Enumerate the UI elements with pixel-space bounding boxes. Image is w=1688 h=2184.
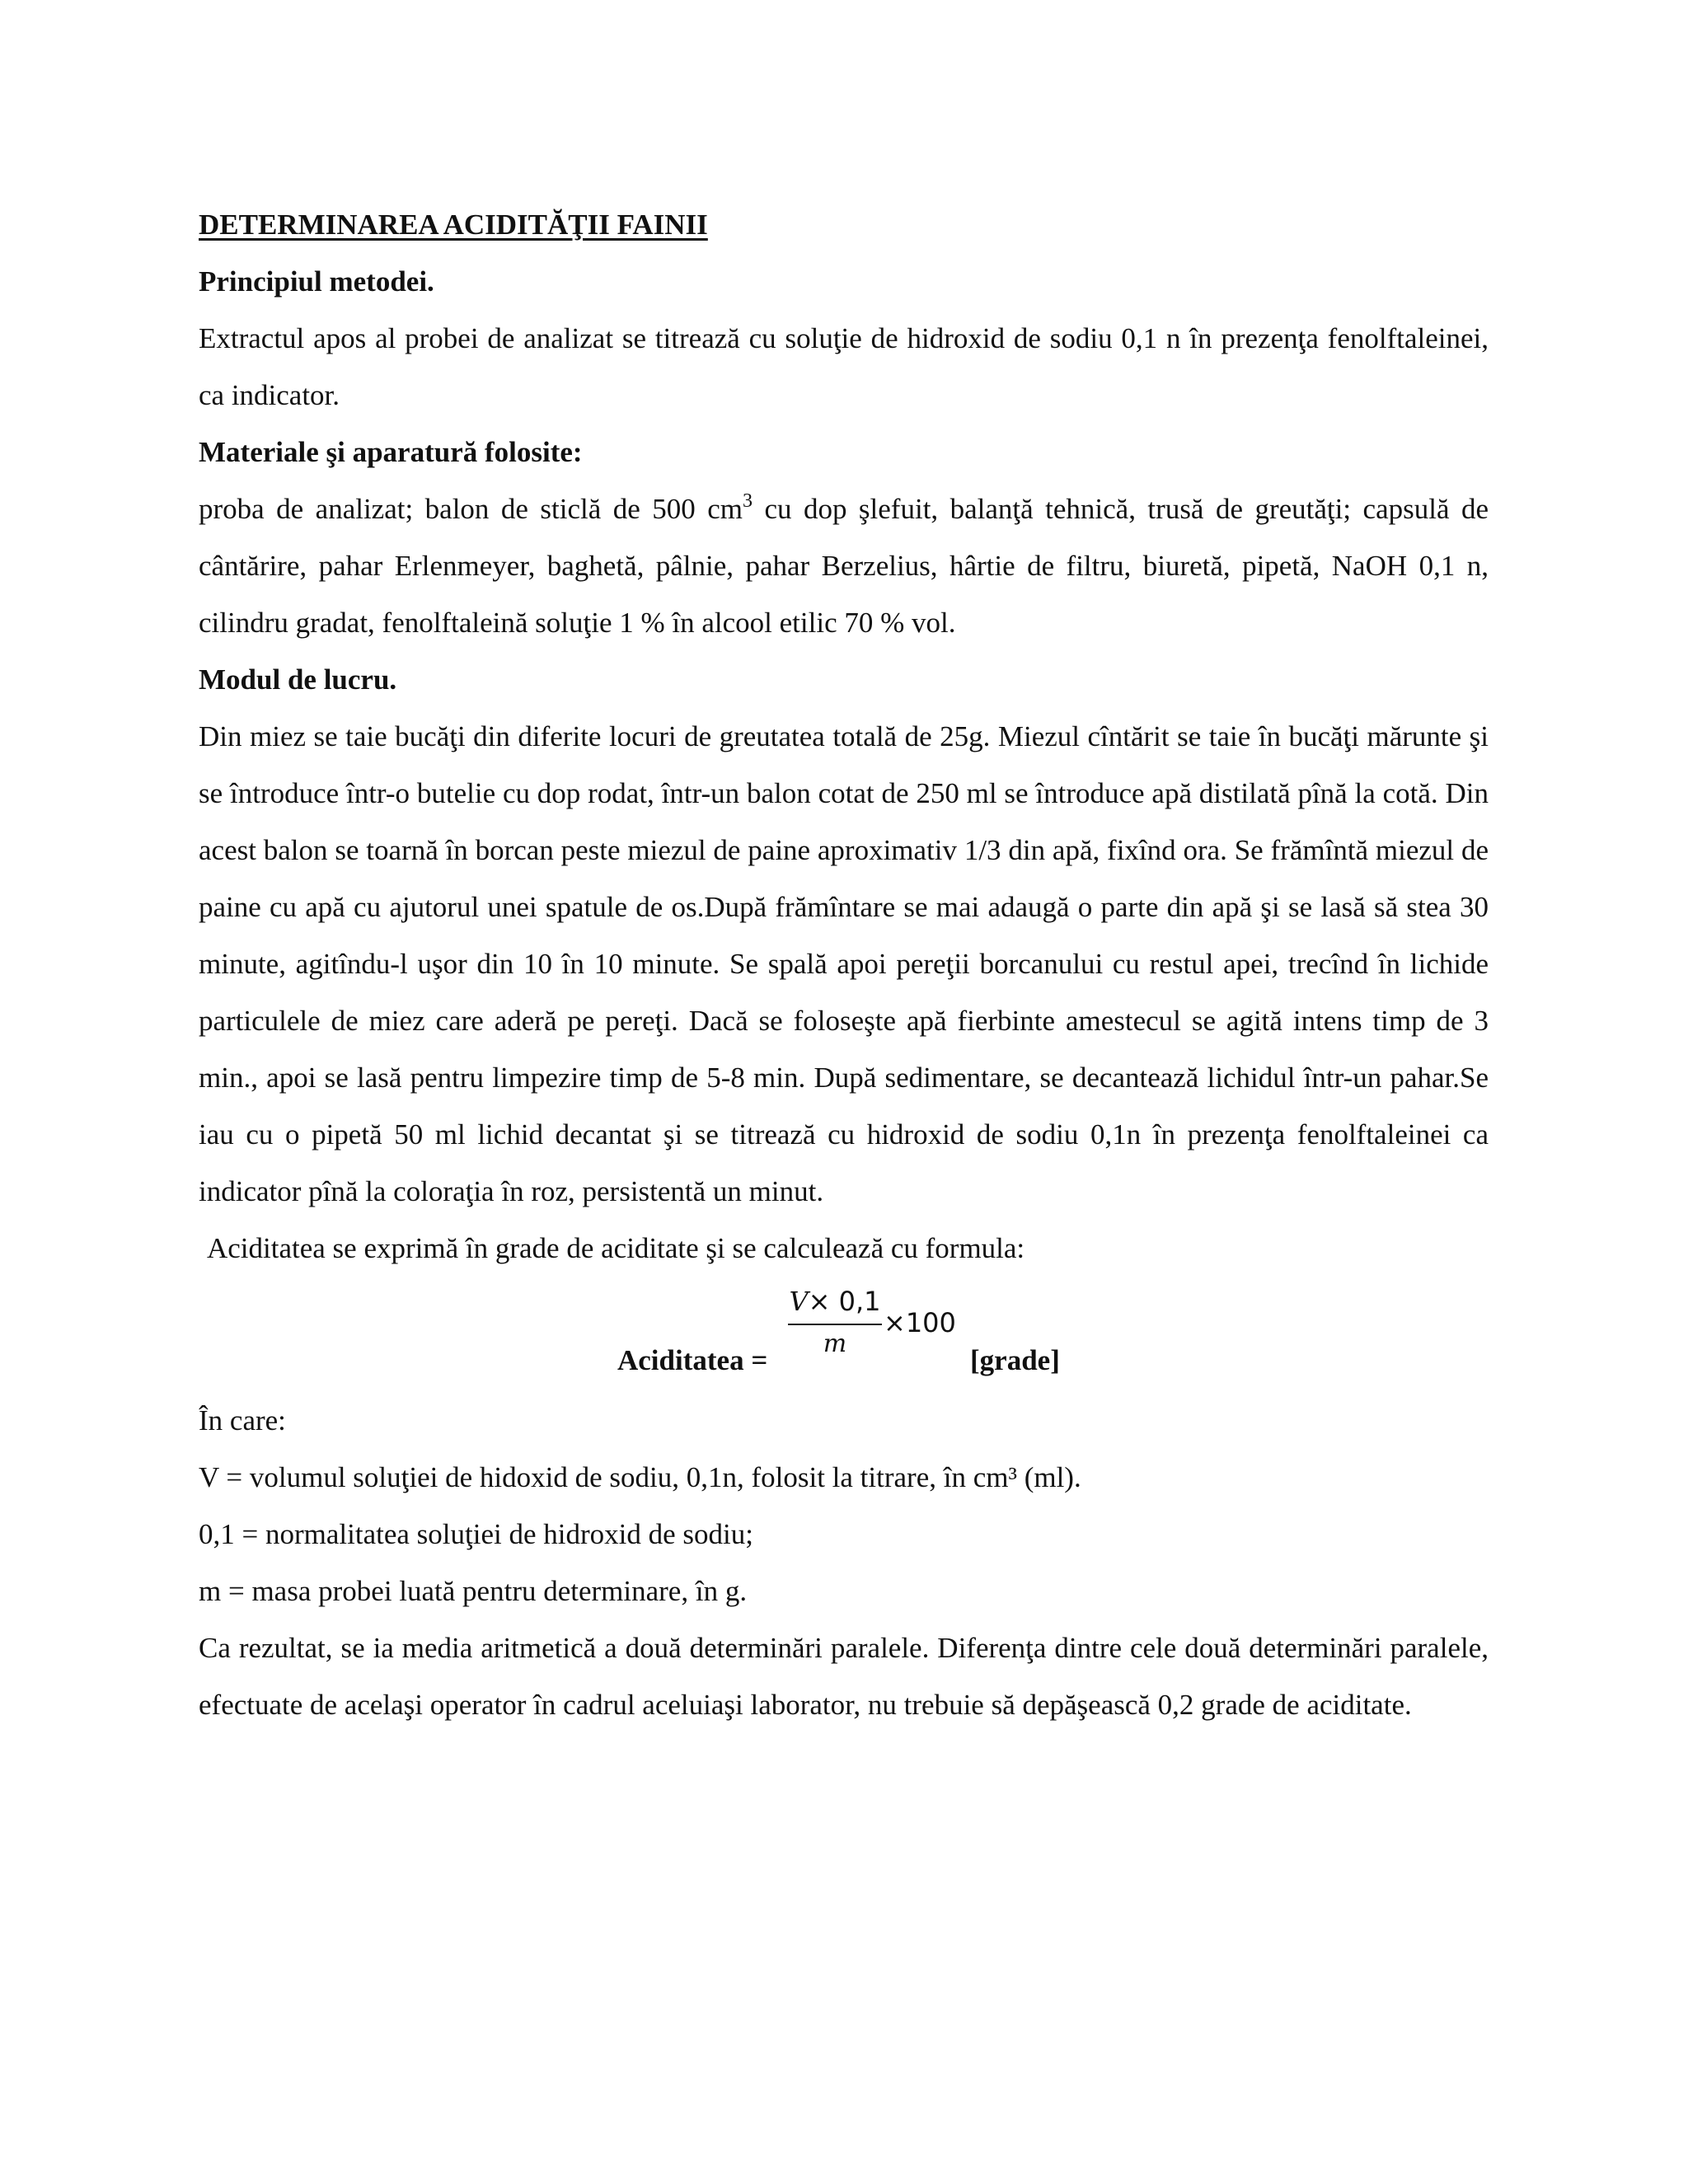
definition-item: 0,1 = normalitatea soluţiei de hidroxid de sodiu;: [199, 1518, 753, 1550]
materials-heading: Materiale şi aparatură folosite:: [199, 436, 583, 468]
materials-text-end: cu dop şlefuit, balanţă tehnică, trusă de greutăţi; capsulă de cântărire, pahar Erlenmeyer, baghetă, pâlnie, pahar Berzelius, hârtie de filtru, biuretă, pipetă, NaOH 0,1 n, cilindru gradat, fenolftaleină soluţie 1 % în alcool etilic 70 % vol.: [199, 493, 1489, 639]
formula-fraction: [788, 1277, 978, 1384]
formula-numerator-rest: × 0,1: [808, 1286, 881, 1317]
procedure-text: Din miez se taie bucăţi din diferite locuri de greutatea totală de 25g. Miezul cîntărit se taie în bucăţi mărunte şi se întroduce într-o butelie cu dop rodat, într-un balon cotat de 250 ml se întroduce apă distilată pînă la cotă. Din acest balon se toarnă în borcan peste miezul de paine aproximativ 1/3 din apă, fixînd ora. Se frămîntă miezul de paine cu apă cu ajutorul unei spatule de os.După frămîntare se mai adaugă o parte din apă şi se lasă să stea 30 minute, agitîndu-l uşor din 10 în 10 minute. Se spală apoi pereţii borcanului cu restul apei, trecînd în lichide particulele de miez care aderă pe pereţi. Dacă se foloseşte apă fierbinte amestecul se agită intens timp de 3 min., apoi se lasă pentru limpezire timp de 5-8 min. După sedimentare, se decantează lichidul într-un pahar.Se iau cu o pipetă 50 ml lichid decantat şi se titrează cu hidroxid de sodiu 0,1n în prezenţa fenolftaleinei ca indicator pînă la coloraţia în roz, persistentă un minut.: [199, 720, 1489, 1207]
definitions-intro: În care:: [199, 1404, 286, 1436]
formula-multiplier: ×100: [884, 1307, 956, 1338]
formula-denominator: m: [823, 1329, 847, 1358]
materials-text-start: proba de analizat; balon de sticlă de 500 cm: [199, 493, 743, 525]
definition-item: V = volumul soluţiei de hidoxid de sodiu, 0,1n, folosit la titrare, în cm³ (ml).: [199, 1461, 1081, 1493]
formula-label: Aciditatea =: [617, 1344, 768, 1376]
principle-heading: Principiul metodei.: [199, 265, 434, 298]
materials-text: [199, 480, 1489, 651]
definition-item: m = masa probei luată pentru determinare, în g.: [199, 1575, 748, 1607]
document-title: DETERMINAREA ACIDITĂŢII FAINII: [199, 209, 708, 241]
formula-numerator: [788, 1285, 882, 1318]
formula-unit: [grade]: [970, 1344, 1060, 1376]
formula-fraction-bar: [788, 1324, 882, 1325]
formula-numerator-variable: V: [789, 1286, 809, 1317]
acidity-formula: [199, 1277, 1489, 1392]
document-page: [199, 196, 1489, 1733]
procedure-heading: Modul de lucru.: [199, 663, 397, 696]
formula-intro: Aciditatea se exprimă în grade de aciditate şi se calculează cu formula:: [207, 1232, 1025, 1264]
conclusion-text: Ca rezultat, se ia media aritmetică a două determinări paralele. Diferenţa dintre cele două determinări paralele, efectuate de acelaşi operator în cadrul aceluiaşi laborator, nu trebuie să depăşească 0,2 grade de aciditate.: [199, 1632, 1489, 1721]
principle-text: Extractul apos al probei de analizat se titrează cu soluţie de hidroxid de sodiu 0,1 n în prezenţa fenolftaleinei, ca indicator.: [199, 322, 1489, 411]
materials-superscript: 3: [742, 490, 753, 512]
